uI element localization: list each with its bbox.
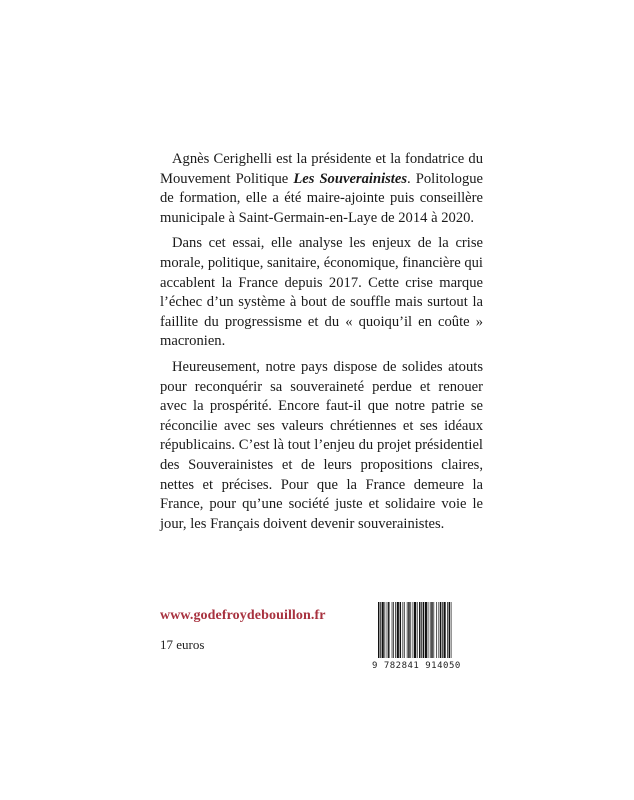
barcode-bar xyxy=(402,602,403,658)
barcode-bar xyxy=(393,602,394,658)
barcode-bar xyxy=(444,602,446,658)
barcode-bar xyxy=(408,602,409,658)
barcode-bar xyxy=(395,602,396,658)
barcode-bar xyxy=(417,602,418,658)
barcode-bar xyxy=(380,602,381,658)
barcode-bar xyxy=(413,602,414,658)
barcode-bar xyxy=(442,602,443,658)
barcode-bar xyxy=(410,602,411,658)
barcode-bar xyxy=(428,602,429,658)
barcode-bar xyxy=(388,602,389,658)
barcode-bar xyxy=(400,602,401,658)
price: 17 euros xyxy=(160,637,205,652)
barcode-bar xyxy=(384,602,385,658)
party-name: Les Souverainistes xyxy=(293,170,408,187)
bio-text-end: . Politologue de formation, elle a été maire-ajointe puis conseillère municipale à Saint-Germain-en-Laye de 2014 à 2020. xyxy=(160,170,484,226)
barcode-bar xyxy=(436,602,437,658)
barcode-bar xyxy=(438,602,439,658)
barcode-bar xyxy=(451,602,452,658)
conclusion-paragraph: Heureusement, notre pays dispose de solides atouts pour reconquérir sa souveraineté perdue et renouer avec la prospérité. Encore faut-il que notre patrie se réconcilie avec ses valeurs chrétiennes et ses idéaux républicains. C’est là tout l’enjeu du projet présidentiel des Souverainistes et de leurs propositions claires, nettes et précises. Pour que la France demeure la France, pour qu’une société juste et solidaire voie le jour, les Français doivent devenir souverainistes. xyxy=(160,358,483,532)
barcode-bar xyxy=(392,602,393,658)
barcode-bar xyxy=(404,602,405,658)
barcode-bar xyxy=(423,602,424,658)
isbn-barcode xyxy=(378,602,486,658)
essay-summary-paragraph: Dans cet essai, elle analyse les enjeux de la crise morale, politique, sanitaire, économique, financière qui accablent la France depuis 2017. Cette crise marque l’échec d’un système à bout de souffle mais surtout la faillite du progressisme et du « quoiqu’il en coûte » macronien. xyxy=(160,235,483,350)
publisher-website[interactable]: www.godefroydebouillon.fr xyxy=(160,608,326,623)
barcode-bar xyxy=(431,602,432,658)
barcode-bar xyxy=(382,602,384,658)
barcode-bar xyxy=(387,602,388,658)
barcode-bar xyxy=(407,602,408,658)
barcode-bar xyxy=(430,602,431,658)
bio-text-start: Agnès Cerighelli est la présidente et la fondatrice du Mouvement Politique xyxy=(160,151,483,187)
barcode-bar xyxy=(425,602,427,658)
blurb xyxy=(160,150,483,540)
barcode-bar xyxy=(440,602,441,658)
barcode-bar xyxy=(433,602,434,658)
barcode-bar xyxy=(414,602,416,658)
isbn-digits: 9 782841 914050 xyxy=(372,661,461,671)
barcode-bar xyxy=(397,602,399,658)
barcode-bar xyxy=(449,602,450,658)
barcode-bar xyxy=(378,602,379,658)
barcode-bar xyxy=(447,602,448,658)
barcode-bar xyxy=(421,602,422,658)
barcode-bar xyxy=(419,602,420,658)
author-bio-paragraph xyxy=(160,150,483,228)
